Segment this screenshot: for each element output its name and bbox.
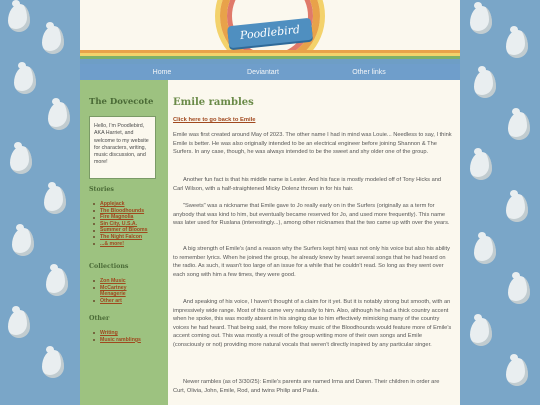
story-link[interactable]: Sin City, U.S.A.	[96, 221, 148, 228]
nav-home[interactable]: Home	[152, 68, 172, 76]
paragraph: And speaking of his voice, I haven't thought of a claim for it yet. But it is notably strong but smooth, with an impressively wide range. Most of this came very naturally to him. Also, although he had a thick country accent when he spoke, this was mostly absent in his singing due to him effectively mimicking many of the country voices he had heard. That being said, the more folksy music of the Bloodhounds would feature more of Emile's accent coming out. This was mostly a result of the group writing more of their own songs and Emile (consciously or not) providing more natural vocals that weren't directly inspired by any particular singer.	[173, 299, 452, 348]
story-link[interactable]: The Bloodhounds	[96, 208, 148, 215]
dove-icon	[470, 152, 492, 180]
story-link[interactable]: Applejack	[96, 201, 148, 208]
stories-heading: Stories	[89, 186, 114, 193]
sidebar	[80, 80, 168, 405]
site-header	[80, 0, 460, 64]
collections-list	[96, 278, 136, 304]
page-container	[80, 0, 460, 405]
paragraph: "Sweets" was a nickname that Emile gave to Jo really early on in the Surfers (originally as a term for anybody that was kind to him, but eventually became reserved for Jo, and used more frequently). This name was later used for Ruslana (interestingly...), among other nicknames that the two came up with over the years.	[173, 203, 450, 227]
story-link[interactable]: The Night Falcon	[96, 234, 148, 241]
dove-icon	[46, 268, 68, 296]
dove-icon	[508, 112, 530, 140]
top-nav	[80, 64, 460, 80]
nav-deviantart[interactable]: Deviantart	[247, 68, 279, 76]
nav-other-links[interactable]: Other links	[352, 68, 386, 76]
dove-icon	[474, 70, 496, 98]
intro-box: Hello, I'm Poodlebird, AKA Harriet, and welcome to my website for characters, writing, music discussion, and more!	[89, 116, 156, 179]
collection-link[interactable]: McCartney Menagerie	[96, 285, 136, 298]
dove-icon	[506, 358, 528, 386]
site-logo[interactable]: Poodlebird	[227, 18, 313, 49]
dove-icon	[8, 310, 30, 338]
collection-link[interactable]: Other art	[96, 298, 136, 305]
paragraph: Newer rambles (as of 3/30/25): Emile's parents are named Irma and Daren. Their children in order are Curt, Olivia, John, Emile, Rod, and twins Philip and Paula.	[173, 379, 440, 394]
other-link[interactable]: Music ramblings	[96, 337, 141, 344]
dove-icon	[44, 186, 66, 214]
dove-icon	[42, 350, 64, 378]
dove-icon	[42, 26, 64, 54]
dove-icon	[14, 66, 36, 94]
dove-icon	[470, 318, 492, 346]
dove-icon	[506, 30, 528, 58]
dove-icon	[10, 146, 32, 174]
sidebar-title: The Dovecote	[89, 97, 154, 107]
collections-heading: Collections	[89, 263, 129, 270]
paragraph: A big strength of Emile's (and a reason why the Surfers kept him) was not only his voice but also his ability to remember lyrics. When he joined the group, he already knew by heart several songs that he had heard on the radio. As such, it wasn't too large of an issue for a while that he couldn't read. So long as they went over each song with him a few times, they were good.	[173, 246, 450, 278]
page-title: Emile rambles	[173, 97, 254, 108]
dove-icon	[8, 4, 30, 32]
dove-icon	[12, 228, 34, 256]
paragraph: Another fun fact is that his middle name is Lester. And his face is mostly modeled off of Tony Hicks and Carl Wilson, with a half-straightened Micky Dolenz thrown in for his hair.	[173, 177, 442, 192]
other-heading: Other	[89, 315, 110, 322]
paragraph: Emile was first created around May of 2023. The other name I had in mind was Louie... Needless to say, I think Emile is better. He was also originally intended to be an electrical engineer before joining Shannon & The Surfers. In any case, though, he was always intended to be the sweet and shy older one of the group.	[173, 132, 452, 156]
story-link[interactable]: ...& more!	[96, 241, 148, 248]
collection-link[interactable]: Zon Music	[96, 278, 136, 285]
dove-icon	[48, 102, 70, 130]
story-link[interactable]: Fire Magnolia	[96, 214, 148, 221]
other-list	[96, 330, 141, 343]
main-content	[173, 80, 453, 405]
rainbow-stripes	[80, 50, 460, 64]
dove-icon	[506, 194, 528, 222]
stories-list	[96, 201, 148, 247]
dove-icon	[508, 276, 530, 304]
dove-icon	[474, 236, 496, 264]
story-link[interactable]: Summer of Blooms	[96, 227, 148, 234]
back-link[interactable]: Click here to go back to Emile	[173, 117, 256, 123]
other-link[interactable]: Writing	[96, 330, 141, 337]
dove-icon	[470, 6, 492, 34]
